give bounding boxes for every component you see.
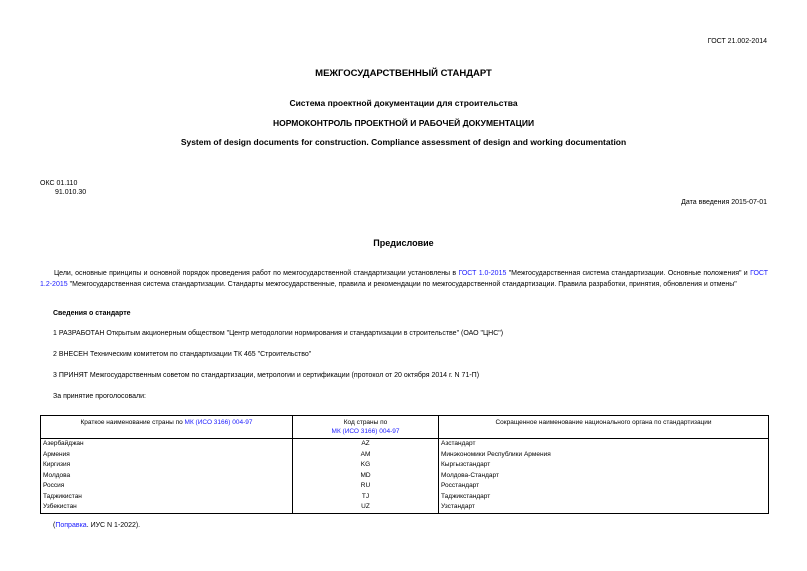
oks-code-secondary: 91.010.30 bbox=[55, 189, 87, 196]
introduction-date: Дата введения 2015-07-01 bbox=[681, 199, 767, 206]
document-title-en: System of design documents for construction. Compliance assessment of design and working documentation bbox=[180, 137, 627, 147]
national-body-cell: Кыргызстандарт bbox=[439, 460, 769, 471]
standard-type-heading: МЕЖГОСУДАРСТВЕННЫЙ СТАНДАРТ bbox=[315, 68, 492, 79]
info-item-developed: 1 РАЗРАБОТАН Открытым акционерным обществом "Центр методологии нормирования и стандартизации в строительстве" (ОАО "ЦНС") bbox=[53, 330, 504, 337]
preface-paragraph bbox=[40, 268, 768, 290]
voted-label: За принятие проголосовали: bbox=[53, 393, 146, 400]
table-row bbox=[41, 460, 769, 471]
table-row bbox=[41, 450, 769, 461]
gost-1-2-link[interactable]: ГОСТ 1.2-2015 bbox=[40, 270, 769, 288]
national-body-cell: Молдова-Стандарт bbox=[439, 471, 769, 482]
mk-iso-link-country[interactable]: МК (ИСО 3166) 004-97 bbox=[184, 419, 253, 426]
country-cell: Армения bbox=[41, 450, 293, 461]
document-title-ru: НОРМОКОНТРОЛЬ ПРОЕКТНОЙ И РАБОЧЕЙ ДОКУМЕНТАЦИИ bbox=[272, 118, 535, 128]
national-body-cell: Азстандарт bbox=[439, 439, 769, 450]
voting-states-table bbox=[40, 415, 769, 514]
country-code-cell: RU bbox=[293, 481, 439, 492]
table-row bbox=[41, 439, 769, 450]
table-header-row bbox=[41, 416, 769, 439]
column-header-country-text: Краткое наименование страны по bbox=[80, 419, 183, 426]
oks-code-primary: ОКС 01.110 bbox=[40, 180, 78, 187]
national-body-cell: Росстандарт bbox=[439, 481, 769, 492]
standard-info-heading: Сведения о стандарте bbox=[53, 310, 131, 317]
country-cell: Россия bbox=[41, 481, 293, 492]
gost-1-0-link[interactable]: ГОСТ 1.0-2015 bbox=[458, 270, 507, 277]
amendment-rest: . ИУС N 1-2022). bbox=[86, 522, 141, 529]
country-code-cell: TJ bbox=[293, 492, 439, 503]
country-cell: Таджикистан bbox=[41, 492, 293, 503]
column-header-code-text: Код страны по bbox=[343, 419, 388, 426]
document-code: ГОСТ 21.002-2014 bbox=[707, 38, 767, 45]
amendment-link[interactable]: Поправка bbox=[55, 522, 87, 529]
info-item-adopted: 3 ПРИНЯТ Межгосударственным советом по стандартизации, метрологии и сертификации (протокол от 20 октября 2014 г. N 71-П) bbox=[53, 372, 480, 379]
preface-text-2: "Межгосударственная система стандартизации. Основные положения" и bbox=[508, 270, 748, 277]
table-row bbox=[41, 502, 769, 513]
national-body-cell: Узстандарт bbox=[439, 502, 769, 513]
country-cell: Узбекистан bbox=[41, 502, 293, 513]
country-code-cell: UZ bbox=[293, 502, 439, 513]
country-code-cell: MD bbox=[293, 471, 439, 482]
table-row bbox=[41, 492, 769, 503]
country-code-cell: AZ bbox=[293, 439, 439, 450]
column-header-code bbox=[293, 416, 439, 439]
national-body-cell: Таджикстандарт bbox=[439, 492, 769, 503]
table-row bbox=[41, 471, 769, 482]
amendment-open-paren: ( bbox=[53, 522, 56, 529]
national-body-cell: Минэкономики Республики Армения bbox=[439, 450, 769, 461]
series-title: Система проектной документации для строительства bbox=[289, 98, 518, 108]
preface-heading: Предисловие bbox=[373, 238, 434, 248]
table-row bbox=[41, 481, 769, 492]
column-header-body: Сокращенное наименование национального органа по стандартизации bbox=[439, 416, 769, 439]
country-cell: Молдова bbox=[41, 471, 293, 482]
column-header-country bbox=[41, 416, 293, 439]
preface-text-1: Цели, основные принципы и основной порядок проведения работ по межгосударственной стандартизации установлены в bbox=[54, 270, 457, 277]
country-cell: Киргизия bbox=[41, 460, 293, 471]
amendment-note bbox=[53, 522, 140, 529]
country-cell: Азербайджан bbox=[41, 439, 293, 450]
country-code-cell: AM bbox=[293, 450, 439, 461]
info-item-submitted: 2 ВНЕСЕН Техническим комитетом по стандартизации ТК 465 "Строительство" bbox=[53, 351, 312, 358]
country-code-cell: KG bbox=[293, 460, 439, 471]
mk-iso-link-code[interactable]: МК (ИСО 3166) 004-97 bbox=[331, 428, 400, 435]
preface-text-3: "Межгосударственная система стандартизации. Стандарты межгосударственные, правила и рекомендации по межгосударственной стандартизации. Правила разработки, принятия, обновления и отмены" bbox=[69, 281, 737, 288]
